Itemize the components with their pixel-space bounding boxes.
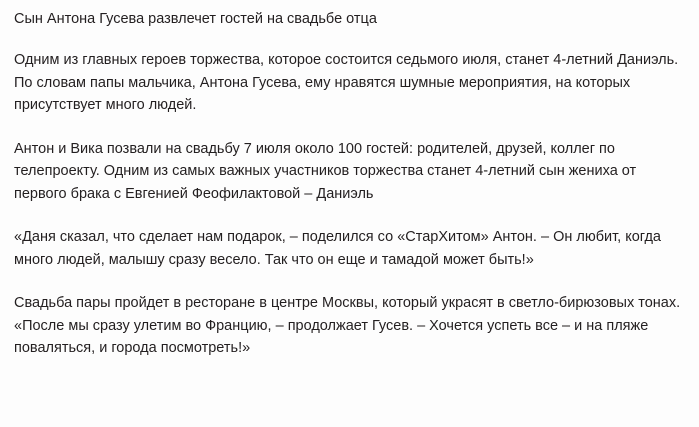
article-paragraph: Антон и Вика позвали на свадьбу 7 июля около 100 гостей: родителей, друзей, коллег по телепроекту. Одним из самых важных участников торжества станет 4-летний сын жениха от первого брака с Евгенией Феофилактовой – Даниэль: [14, 140, 637, 202]
article-paragraph: «Даня сказал, что сделает нам подарок, – поделился со «СтарХитом» Антон. – Он любит, когда много людей, малышу сразу весело. Так что он еще и тамадой может быть!»: [14, 229, 661, 268]
article-paragraph: Свадьба пары пройдет в ресторане в центре Москвы, который украсят в светло-бирюзовых тонах. «После мы сразу улетим во Францию, – продолжает Гусев. – Хочется успеть все – и на пляже поваляться, и города посмотреть!»: [14, 295, 681, 356]
page-title: Сын Антона Гусева развлечет гостей на свадьбе отца: [14, 11, 377, 27]
article-paragraph: Одним из главных героев торжества, которое состоится седьмого июля, станет 4-летний Даниэль. По словам папы мальчика, Антона Гусева, ему нравятся шумные мероприятия, на которых присутствует много людей.: [14, 52, 679, 113]
